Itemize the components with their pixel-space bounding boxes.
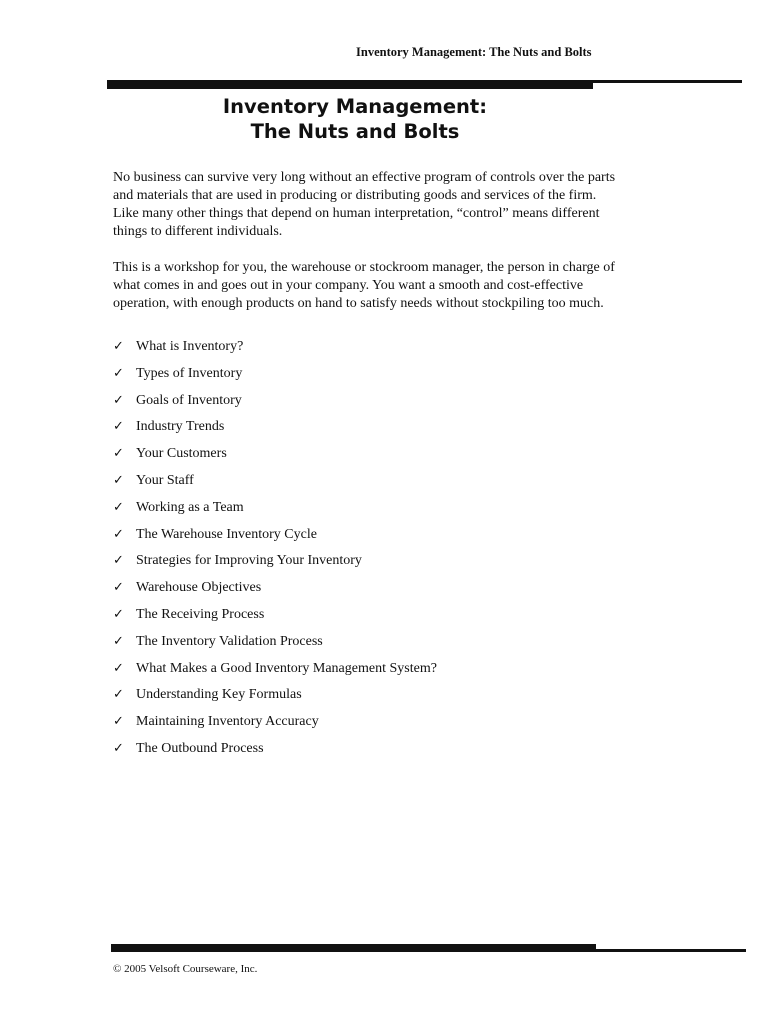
checkmark-icon: ✓ — [113, 526, 124, 542]
title-line-1: Inventory Management: — [222, 95, 488, 118]
checkmark-icon: ✓ — [113, 392, 124, 408]
checkmark-icon: ✓ — [113, 472, 124, 488]
intro-paragraph-2 — [113, 259, 673, 313]
topic-item — [113, 683, 437, 710]
topic-item — [113, 496, 437, 523]
topic-list — [113, 335, 437, 764]
topic-label: What Makes a Good Inventory Management System? — [136, 660, 437, 676]
checkmark-icon: ✓ — [113, 633, 124, 649]
checkmark-icon: ✓ — [113, 446, 124, 462]
topic-item — [113, 576, 437, 603]
topic-item — [113, 389, 437, 416]
topic-item — [113, 415, 437, 442]
topic-label: Working as a Team — [136, 499, 244, 515]
checkmark-icon: ✓ — [113, 606, 124, 622]
header-rule-thick — [107, 80, 593, 89]
document-title — [110, 94, 600, 144]
running-header: Inventory Management: The Nuts and Bolts — [356, 45, 592, 59]
topic-label: Warehouse Objectives — [136, 580, 262, 596]
intro-paragraph-1 — [113, 169, 673, 241]
topic-item — [113, 469, 437, 496]
topic-label: Your Staff — [136, 472, 194, 488]
checkmark-icon: ✓ — [113, 419, 124, 435]
topic-label: The Warehouse Inventory Cycle — [136, 526, 317, 542]
topic-item — [113, 737, 437, 764]
checkmark-icon: ✓ — [113, 687, 124, 703]
checkmark-icon: ✓ — [113, 714, 124, 730]
topic-item — [113, 523, 437, 550]
paragraph-line: and materials that are used in producing or distributing goods and services of the firm. — [113, 188, 597, 203]
paragraph-line: things to different individuals. — [113, 224, 283, 239]
topic-label: The Receiving Process — [136, 606, 265, 622]
title-line-2: The Nuts and Bolts — [250, 120, 460, 143]
topic-label: The Inventory Validation Process — [136, 633, 323, 649]
checkmark-icon: ✓ — [113, 660, 124, 676]
copyright-footer: © 2005 Velsoft Courseware, Inc. — [113, 963, 258, 975]
topic-label: What is Inventory? — [136, 339, 244, 354]
topic-item — [113, 710, 437, 737]
topic-item — [113, 362, 437, 389]
checkmark-icon: ✓ — [113, 553, 124, 569]
paragraph-line: No business can survive very long without an effective program of controls over the parts — [113, 170, 616, 185]
topic-label: Understanding Key Formulas — [136, 687, 302, 703]
footer-rule-thin — [596, 949, 746, 952]
topic-item — [113, 442, 437, 469]
checkmark-icon: ✓ — [113, 339, 124, 354]
topic-label: Types of Inventory — [136, 365, 243, 381]
checkmark-icon: ✓ — [113, 365, 124, 381]
topic-item — [113, 549, 437, 576]
paragraph-line: what comes in and goes out in your company. You want a smooth and cost-effective — [113, 278, 584, 293]
topic-item — [113, 630, 437, 657]
topic-label: Maintaining Inventory Accuracy — [136, 714, 319, 730]
topic-item — [113, 657, 437, 684]
paragraph-line: This is a workshop for you, the warehouse or stockroom manager, the person in charge of — [113, 260, 615, 275]
topic-label: The Outbound Process — [136, 740, 264, 756]
paragraph-line: operation, with enough products on hand to satisfy needs without stockpiling too much. — [113, 296, 604, 311]
topic-label: Strategies for Improving Your Inventory — [136, 553, 362, 569]
topic-label: Your Customers — [136, 446, 227, 462]
topic-label: Goals of Inventory — [136, 392, 242, 408]
topic-item — [113, 603, 437, 630]
checkmark-icon: ✓ — [113, 499, 124, 515]
paragraph-line: Like many other things that depend on human interpretation, “control” means different — [113, 206, 600, 221]
header-rule-thin — [593, 80, 742, 83]
checkmark-icon: ✓ — [113, 580, 124, 596]
topic-label: Industry Trends — [136, 419, 225, 435]
footer-rule-thick — [111, 944, 596, 952]
checkmark-icon: ✓ — [113, 740, 124, 756]
topic-item — [113, 335, 437, 362]
